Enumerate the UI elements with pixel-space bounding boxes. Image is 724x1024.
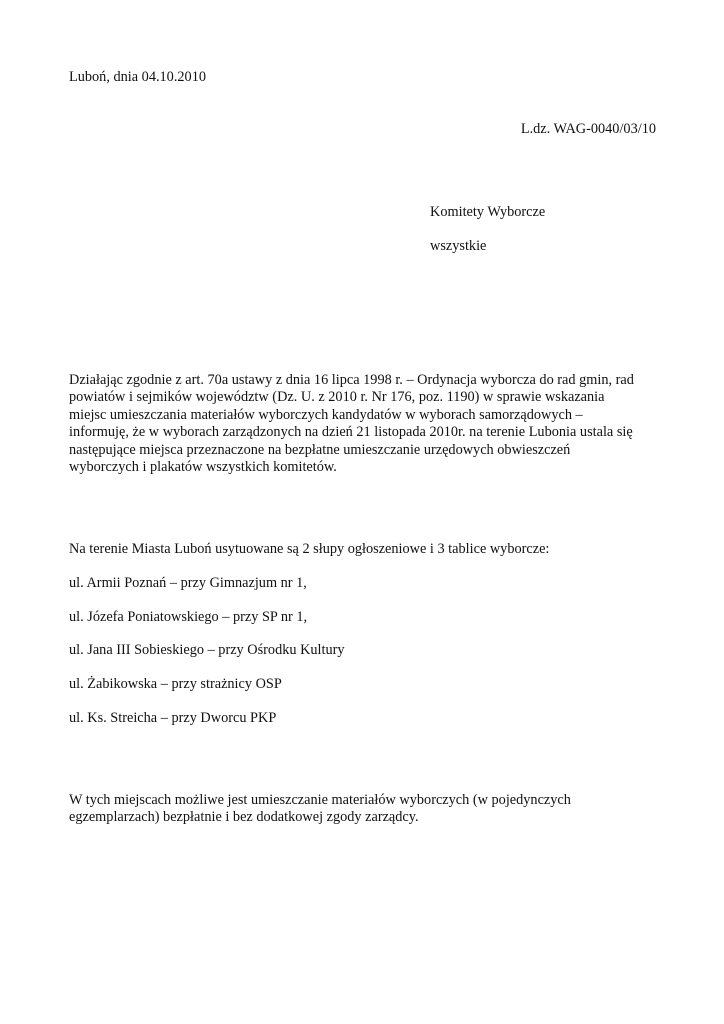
- paragraph-line: wyborczych i plakatów wszystkich komitetów.: [69, 459, 337, 476]
- location-item: ul. Józefa Poniatowskiego – przy SP nr 1,: [69, 609, 308, 625]
- paragraph-line: następujące miejsca przeznaczone na bezpłatne umieszczanie urzędowych obwieszczeń: [69, 441, 571, 458]
- paragraph-line: Działając zgodnie z art. 70a ustawy z dnia 16 lipca 1998 r. – Ordynacja wyborcza do rad gmin, rad: [69, 372, 634, 388]
- reference-number: L.dz. WAG-0040/03/10: [520, 121, 656, 137]
- location-item: ul. Armii Poznań – przy Gimnazjum nr 1,: [69, 575, 307, 591]
- recipient-line-1: Komitety Wyborcze: [430, 204, 546, 220]
- closing-line: egzemplarzach) bezpłatnie i bez dodatkowej zgody zarządcy.: [69, 809, 419, 826]
- paragraph-line: powiatów i sejmików województw (Dz. U. z 2010 r. Nr 176, poz. 1190) w sprawie wskazania: [69, 389, 605, 406]
- main-paragraph: [69, 372, 669, 476]
- closing-paragraph: [69, 792, 669, 827]
- paragraph-line: miejsc umieszczania materiałów wyborczych kandydatów w wyborach samorządowych –: [69, 406, 583, 423]
- place-and-date: Luboń, dnia 04.10.2010: [69, 69, 207, 85]
- paragraph-line: informuję, że w wyborach zarządzonych na dzień 21 listopada 2010r. na terenie Lubonia ustala się: [69, 424, 633, 441]
- location-item: ul. Żabikowska – przy strażnicy OSP: [69, 676, 282, 692]
- locations-intro: Na terenie Miasta Luboń usytuowane są 2 słupy ogłoszeniowe i 3 tablice wyborcze:: [69, 541, 550, 557]
- location-item: ul. Jana III Sobieskiego – przy Ośrodku Kultury: [69, 642, 345, 658]
- closing-line: W tych miejscach możliwe jest umieszczanie materiałów wyborczych (w pojedynczych: [69, 792, 571, 808]
- location-item: ul. Ks. Streicha – przy Dworcu PKP: [69, 710, 277, 726]
- recipient-line-2: wszystkie: [430, 238, 487, 254]
